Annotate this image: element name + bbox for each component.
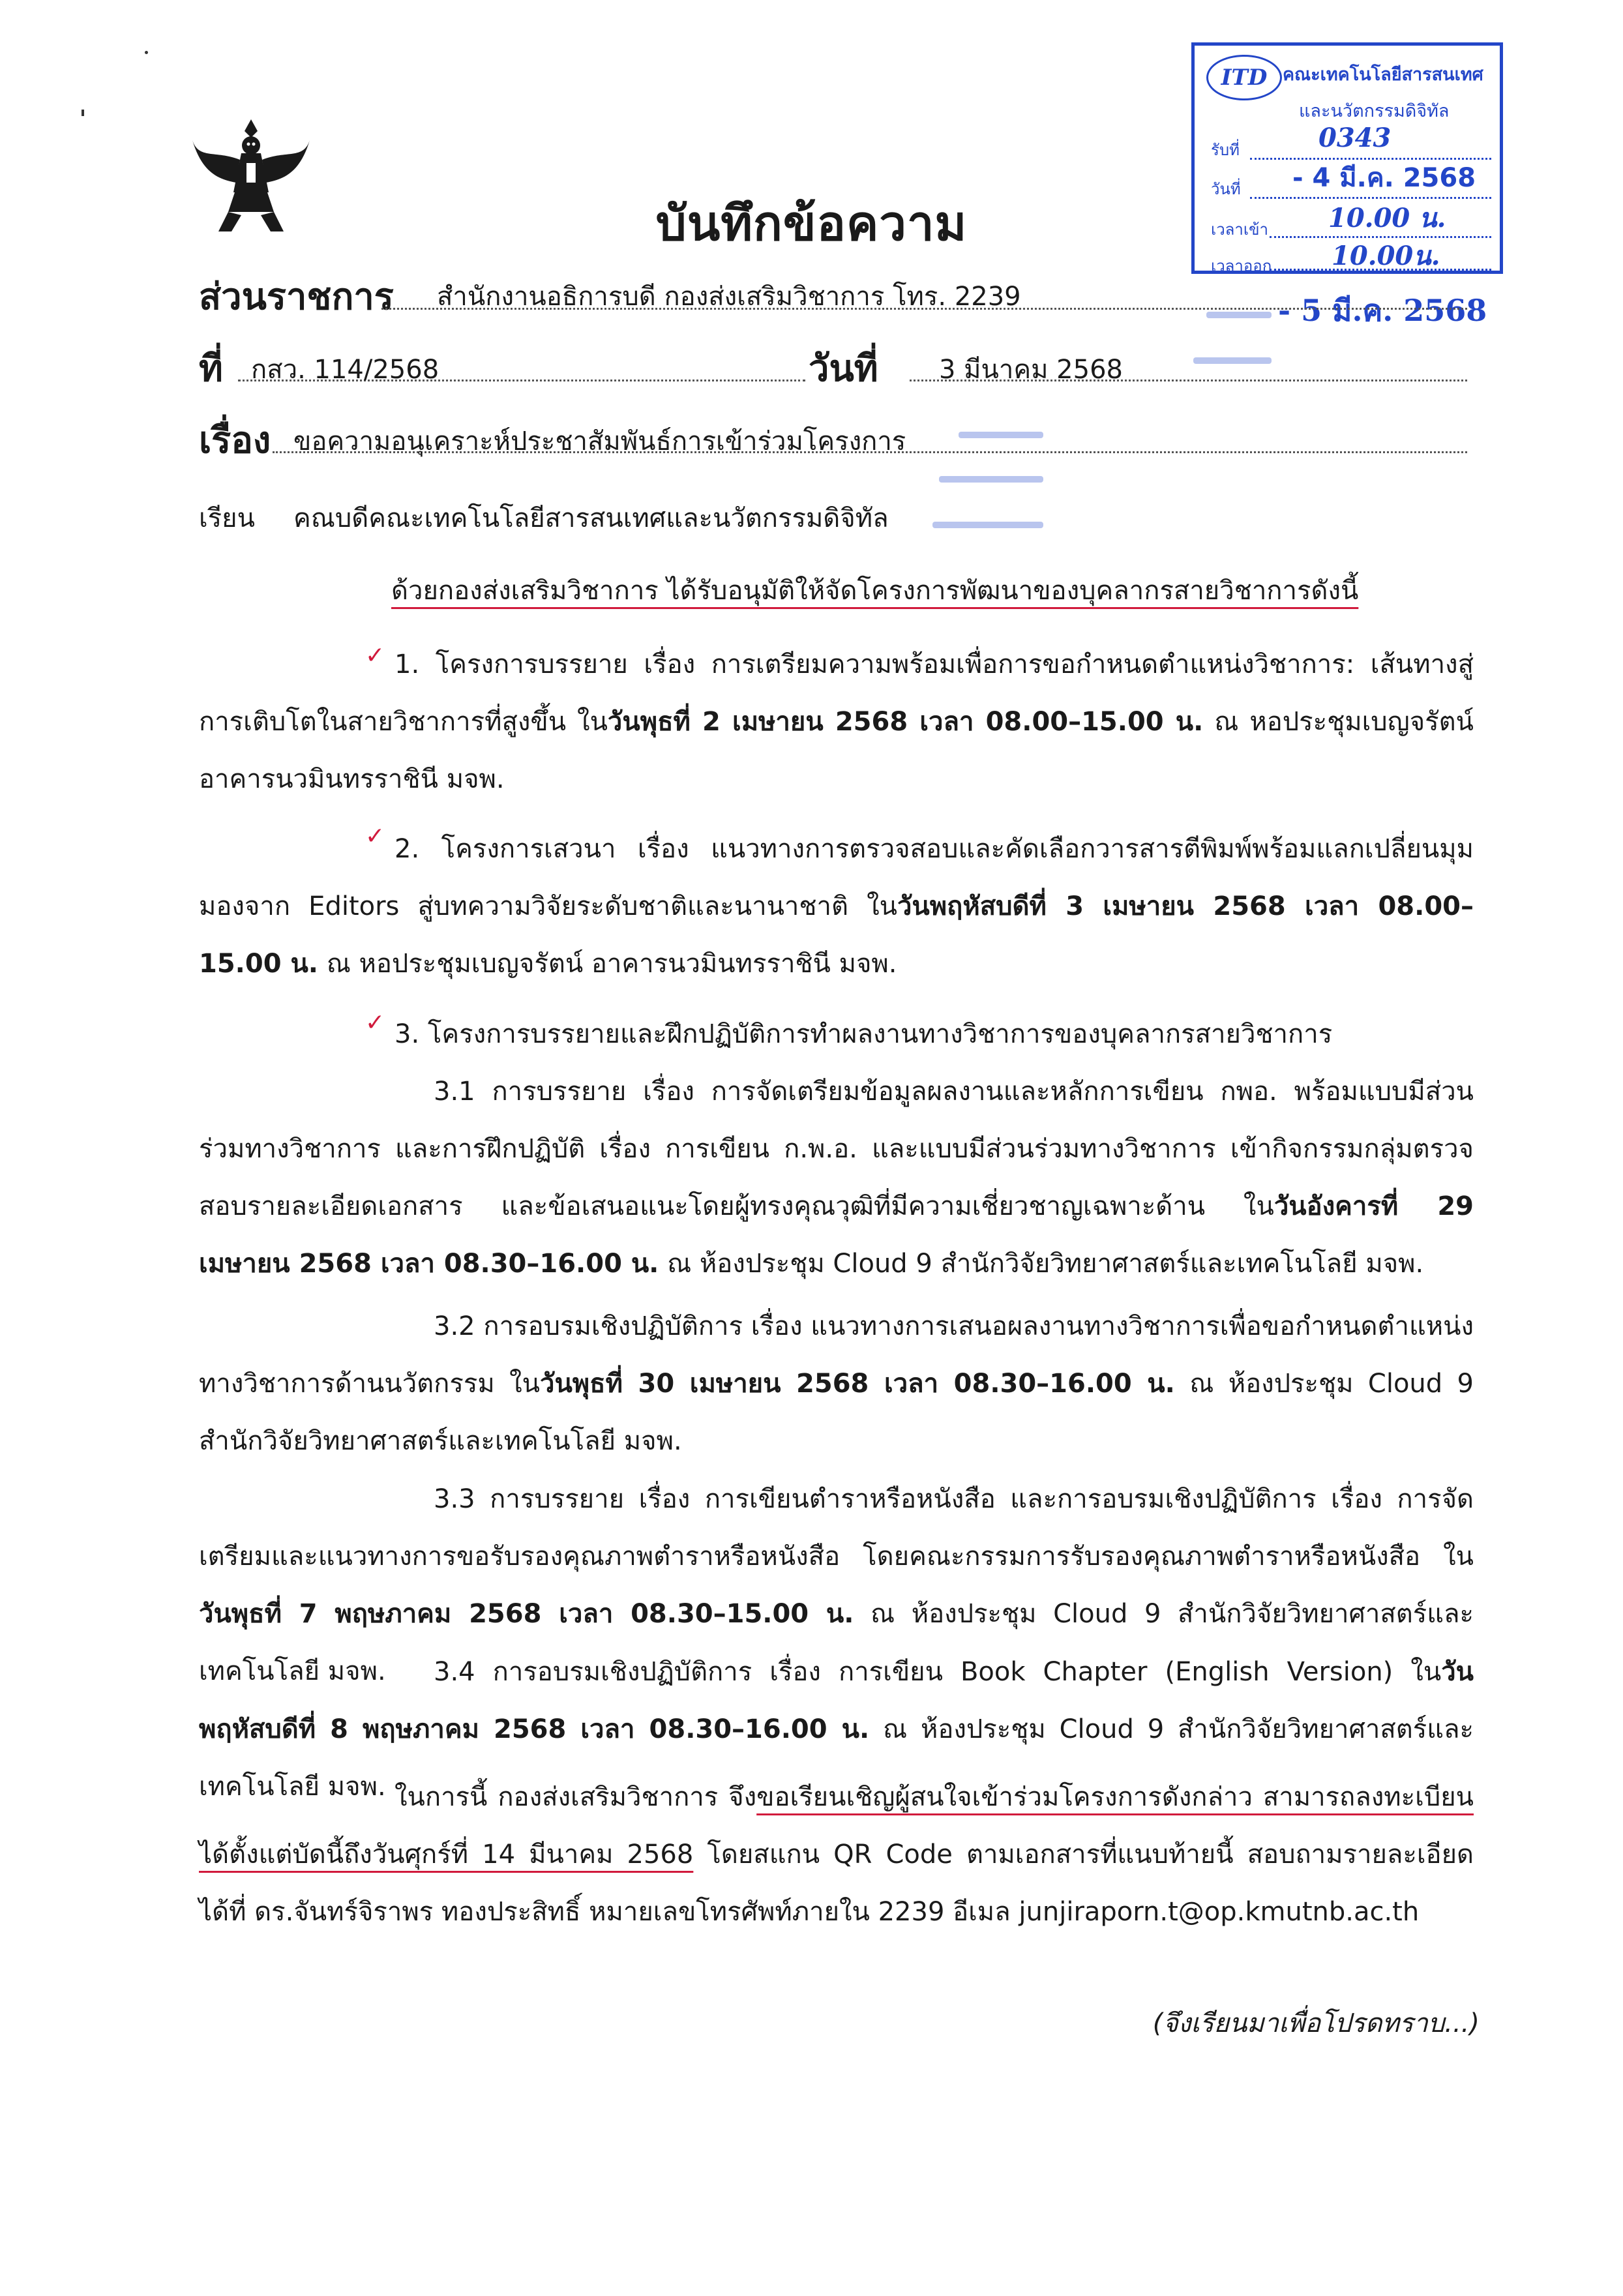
scan-speck [82, 110, 84, 116]
date-label: วันที่ [809, 348, 878, 390]
department-label: ส่วนราชการ [199, 276, 394, 318]
faded-stamp-mark [959, 432, 1043, 438]
received-stamp [1191, 42, 1503, 274]
stamp-date-value: - 4 มี.ค. 2568 [1292, 163, 1476, 193]
final-invitation: ขอเรียนเชิญผู้สนใจเข้าร่วมโครงการดังกล่าว สามารถลงทะเบียนได้ตั้งแต่บัดนี้ถึงวันศุกร์ที่ 14 มีนาคม 2568 [199, 1782, 1474, 1870]
check-mark-3: ✓ [365, 1009, 385, 1036]
p32-date: วันพุธที่ 30 เมษายน 2568 เวลา 08.30–16.00 น. [539, 1369, 1175, 1399]
date-value: 3 มีนาคม 2568 [939, 355, 1123, 385]
paragraph-3 [199, 1006, 1474, 1063]
stamp-time-out-value: 10.00น. [1332, 241, 1440, 271]
ref-label: ที่ [199, 348, 223, 390]
check-mark-1: ✓ [365, 642, 385, 669]
stamp-org-line1: คณะเทคโนโลยีสารสนเทศ [1283, 65, 1483, 85]
stamp-time-in-label: เวลาเข้า [1211, 220, 1268, 239]
memo-title: บันทึกข้อความ [655, 196, 968, 252]
p34-date: วันพฤหัสบดีที่ 8 พฤษภาคม 2568 เวลา 08.30–16.00 น. [199, 1657, 1474, 1744]
p33-venue: ณ ห้องประชุม Cloud 9 สำนักวิจัยวิทยาศาสตร์และเทคโนโลยี มจพ. [199, 1599, 1474, 1686]
department-value: สำนักงานอธิการบดี กองส่งเสริมวิชาการ โทร. 2239 [437, 282, 1021, 312]
faded-stamp-mark [939, 476, 1043, 483]
subject-label: เรื่อง [199, 419, 271, 462]
stamp-org-line2: และนวัตกรรมดิจิทัล [1299, 101, 1450, 121]
check-mark-2: ✓ [365, 823, 385, 850]
closing-text: (จึงเรียนมาเพื่อโปรดทราบ...) [1152, 2008, 1480, 2038]
p33-date: วันพุธที่ 7 พฤษภาคม 2568 เวลา 08.30–15.00 น. [199, 1599, 854, 1629]
p2-venue: ณ หอประชุมเบญจรัตน์ อาคารนวมินทรราชินี มจพ. [318, 949, 897, 979]
p31-text: 3.1 การบรรยาย เรื่อง การจัดเตรียมข้อมูลผลงานและหลักการเขียน กพอ. พร้อมแบบมีส่วนร่วมทางวิชาการ และการฝึกปฏิบัติ เรื่อง การเขียน ก.พ.อ. และแบบมีส่วนร่วมทางวิชาการ เข้ากิจกรรมกลุ่มตรวจสอบรายละเอียดเอกสาร และข้อเสนอแนะโดยผู้ทรงคุณวุฒิที่มีความเชี่ยวชาญเฉพาะด้าน ใน [199, 1077, 1474, 1221]
p32-text: 3.2 การอบรมเชิงปฏิบัติการ เรื่อง แนวทางการเสนอผลงานทางวิชาการเพื่อขอกำหนดตำแหน่งทางวิชาการด้านนวัตกรรม ใน [199, 1311, 1474, 1399]
p31-venue: ณ ห้องประชุม Cloud 9 สำนักวิจัยวิทยาศาสตร์และเทคโนโลยี มจพ. [659, 1249, 1424, 1279]
paragraph-3-2 [199, 1298, 1474, 1470]
p34-venue: ณ ห้องประชุม Cloud 9 สำนักวิจัยวิทยาศาสตร์และเทคโนโลยี มจพ. [199, 1714, 1474, 1802]
p34-text: 3.4 การอบรมเชิงปฏิบัติการ เรื่อง การเขียน Book Chapter (English Version) ใน [434, 1657, 1442, 1687]
p33-text: 3.3 การบรรยาย เรื่อง การเขียนตำราหรือหนังสือ และการอบรมเชิงปฏิบัติการ เรื่อง การจัดเตรียมและแนวทางการขอรับรองคุณภาพตำราหรือหนังสือ โดยคณะกรรมการรับรองคุณภาพตำราหรือหนังสือ ใน [199, 1484, 1474, 1572]
subject-value: ขอความอนุเคราะห์ประชาสัมพันธ์การเข้าร่วมโครงการ [293, 426, 906, 456]
paragraph-3-1 [199, 1063, 1474, 1292]
stamp-date-label: วันที่ [1211, 180, 1241, 198]
stamp-received-label: รับที่ [1211, 141, 1240, 159]
p1-venue: ณ หอประชุมเบญจรัตน์ อาคารนวมินทรราชินี มจพ. [199, 707, 1474, 794]
p1-text: 1. โครงการบรรยาย เรื่อง การเตรียมความพร้อมเพื่อการขอกำหนดตำแหน่งวิชาการ: เส้นทางสู่การเติบโตในสายวิชาการที่สูงขึ้น ใน [199, 649, 1474, 737]
second-stamp-date: - 5 มี.ค. 2568 [1278, 293, 1487, 328]
ref-value: กสว. 114/2568 [251, 355, 439, 385]
p31-date: วันอังคารที่ 29 เมษายน 2568 เวลา 08.30–16.00 น. [199, 1191, 1474, 1279]
p2-text: 2. โครงการเสวนา เรื่อง แนวทางการตรวจสอบและคัดเลือกวารสารตีพิมพ์พร้อมแลกเปลี่ยนมุมมองจาก Editors สู่บทความวิจัยระดับชาติและนานาชาติ ใน [199, 834, 1474, 921]
intro-text: ด้วยกองส่งเสริมวิชาการ ได้รับอนุมัติให้จัดโครงการพัฒนาของบุคลากรสายวิชาการดังนี้ [391, 576, 1359, 606]
stamp-time-in-value: 10.00 น. [1328, 203, 1446, 233]
p1-date: วันพุธที่ 2 เมษายน 2568 เวลา 08.00–15.00 น. [607, 707, 1204, 737]
final-text-a: ในการนี้ กองส่งเสริมวิชาการ จึง [395, 1782, 757, 1812]
p32-venue: ณ ห้องประชุม Cloud 9 สำนักวิจัยวิทยาศาสตร์และเทคโนโลยี มจพ. [199, 1369, 1474, 1456]
to-value: คณบดีคณะเทคโนโลยีสารสนเทศและนวัตกรรมดิจิทัล [293, 503, 889, 533]
scan-speck [145, 51, 148, 54]
itd-logo-icon: ITD [1206, 55, 1282, 100]
final-paragraph [199, 1768, 1474, 1941]
p3-text: 3. โครงการบรรยายและฝึกปฏิบัติการทำผลงานทางวิชาการของบุคลากรสายวิชาการ [395, 1019, 1333, 1049]
intro-paragraph [391, 562, 1358, 619]
faded-stamp-mark [932, 522, 1043, 528]
faded-stamp-mark [1206, 312, 1272, 318]
stamp-received-value: 0343 [1318, 123, 1392, 153]
stamp-time-out-label: เวลาออก [1211, 257, 1272, 275]
paragraph-2 [199, 820, 1474, 992]
paragraph-1 [199, 636, 1474, 808]
final-text-c: โดยสแกน QR Code ตามเอกสารที่แนบท้ายนี้ สอบถามรายละเอียดได้ที่ ดร.จันทร์จิราพร ทองประสิทธิ์ หมายเลขโทรศัพท์ภายใน 2239 อีเมล junjiraporn.t@op.kmutnb.ac.th [199, 1840, 1474, 1927]
faded-stamp-mark [1193, 357, 1272, 364]
to-label: เรียน [199, 503, 255, 533]
p2-date: วันพฤหัสบดีที่ 3 เมษายน 2568 เวลา 08.00–15.00 น. [199, 891, 1474, 979]
